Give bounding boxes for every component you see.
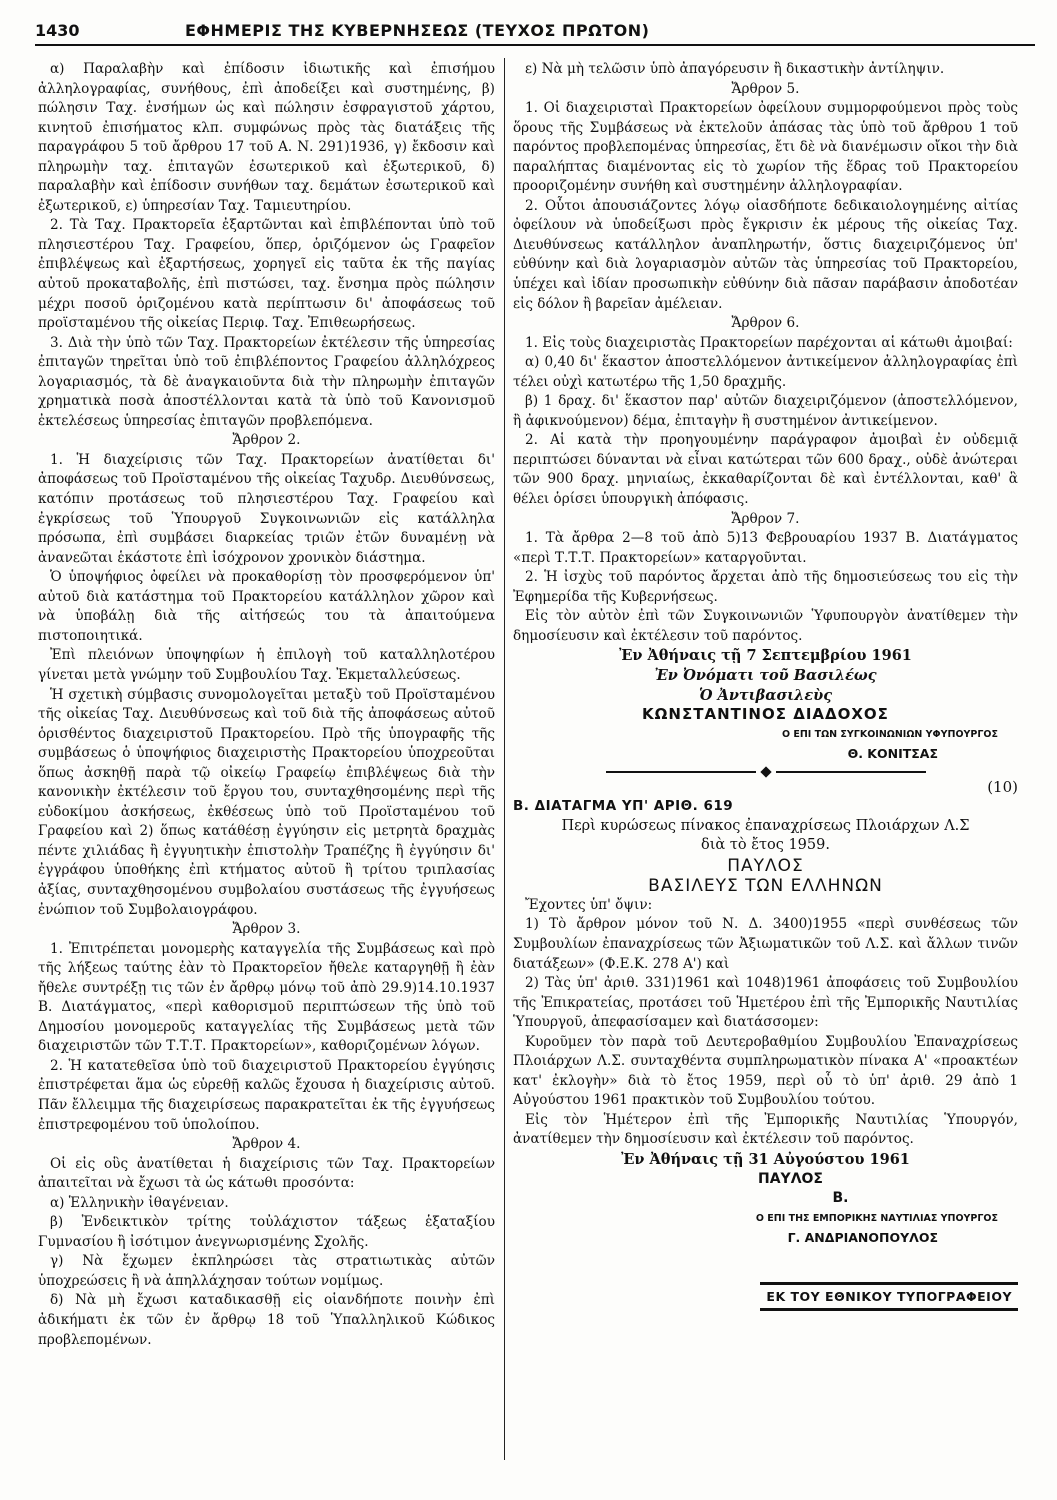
list-item: β) Ἐνδεικτικὸν τρίτης τοὐλάχιστον τάξεως ἑξαταξίου Γυμνασίου ἢ ἰσότιμον ἀνεγνωρισμένης Σχολῆς. xyxy=(38,1214,495,1250)
right-column xyxy=(513,60,1018,1311)
paragraph: 1. Ἐπιτρέπεται μονομερὴς καταγγελία τῆς Συμβάσεως καὶ πρὸ τῆς λήξεως ταύτης ἐὰν τὸ Πρακτορεῖον ἤθελε καταργηθῇ ἢ ἐὰν ἤθελε συντρέξῃ τις τῶν ἐν ἄρθρῳ μόνῳ τοῦ ἀπὸ 29.9)14.10.1937 Β. Διατάγματος, «περὶ καθορισμοῦ περιπτώσεων τῆς ὑπὸ τοῦ Δημοσίου μονομεροῦς καταγγελίας τῆς Συμβάσεως μετὰ τῶν διαχειριστῶν τῶν Τ.Τ.Τ. Πρακτορείων», καθοριζομένων λόγων. xyxy=(38,940,495,1055)
minister-name: Θ. ΚΟΝΙΤΣΑΣ xyxy=(847,746,938,762)
paragraph: 2. Ἡ κατατεθεῖσα ὑπὸ τοῦ διαχειριστοῦ Πρακτορείου ἐγγύησις ἐπιστρέφεται ἅμα ὡς εὑρεθῇ καλῶς ἔχουσα ἡ διαχείρισις αὐτοῦ. Πᾶν ἔλλειμμα τῆς διαχειρίσεως παρακρατεῖται ἐκ τῆς ἐγγυήσεως ἐπιστρεφομένου τοῦ ὑπολοίπου. xyxy=(38,1057,495,1133)
paragraph: Ἐπὶ πλειόνων ὑποψηφίων ἡ ἐπιλογὴ τοῦ καταλληλοτέρου γίνεται μετὰ γνώμην τοῦ Συμβουλίου Ταχ. Ἐκμεταλλεύσεως. xyxy=(38,647,495,683)
decree-subject-year: διὰ τὸ ἔτος 1959. xyxy=(701,837,830,854)
article-heading: Ἄρθρον 2. xyxy=(232,432,301,449)
article-heading: Ἄρθρον 4. xyxy=(232,1136,301,1153)
list-item: β) 1 δραχ. δι' ἕκαστον παρ' αὐτῶν διαχειριζόμενον (ἀποστελλόμενον, ἢ ἀφικνούμενον) δέμα, ἐπιταγὴν ἢ συστημένον ἀντικείμενον. xyxy=(513,393,1018,429)
list-item: α) Ἑλληνικὴν ἰθαγένειαν. xyxy=(50,1194,229,1211)
signature-date: Ἐν Ἀθήναις τῇ 7 Σεπτεμβρίου 1961 xyxy=(619,647,912,665)
paragraph: 1. Οἱ διαχειρισταὶ Πρακτορείων ὀφείλουν συμμορφούμενοι πρὸς τοὺς ὅρους τῆς Συμβάσεως νὰ ἐκτελοῦν ἁπάσας τὰς ὑπὸ τοῦ ἄρθρου 1 τοῦ παρόντος προβλεπομένας ὑπηρεσίας, ἔτι δὲ νὰ διανέμωσιν οἴκοι τὴν διὰ παραλήπτας διαμένοντας εἰς τὸ χωρίον τῆς ἕδρας τοῦ Πρακτορείου προοριζομένην συνήθη καὶ συστημένην ἀλληλογραφίαν. xyxy=(513,100,1018,195)
paragraph: Οἱ εἰς οὓς ἀνατίθεται ἡ διαχείρισις τῶν Ταχ. Πρακτορείων ἀπαιτεῖται νὰ ἔχωσι τὰ ὡς κάτωθι προσόντα: xyxy=(38,1155,495,1192)
minister-title: Ο ΕΠΙ ΤΗΣ ΕΜΠΟΡΙΚΗΣ ΝΑΥΤΙΛΙΑΣ ΥΠΟΥΡΓΟΣ xyxy=(755,1212,998,1224)
printer-label: ΕΚ ΤΟΥ ΕΘΝΙΚΟΥ ΤΥΠΟΓΡΑΦΕΙΟΥ xyxy=(760,1282,1018,1312)
regent-name: ΚΩΝΣΤΑΝΤΙΝΟΣ ΔΙΑΔΟΧΟΣ xyxy=(642,705,889,724)
paragraph: 2. Τὰ Ταχ. Πρακτορεῖα ἐξαρτῶνται καὶ ἐπιβλέπονται ὑπὸ τοῦ πλησιεστέρου Ταχ. Γραφείου, ὅπερ, ὁριζόμενον ὡς Γραφεῖον ἐπιβλέψεως καὶ ἐξαρτήσεως, χορηγεῖ εἰς ταῦτα ἐκ τῆς παγίας αὐτοῦ προκαταβολῆς, ἐπὶ πιστώσει, ταχ. ἔνσημα πρὸς πώλησιν μέχρι ποσοῦ ὁριζομένου κατὰ περίπτωσιν δι' ἀποφάσεως τοῦ προϊσταμένου τῆς οἰκείας Περιφ. Ταχ. Ἐπιθεωρήσεως. xyxy=(38,217,495,332)
page-number: 1430 xyxy=(35,21,80,40)
paragraph: Εἰς τὸν Ἡμέτερον ἐπὶ τῆς Ἐμπορικῆς Ναυτιλίας Ὑπουργόν, ἀνατίθεμεν τὴν δημοσίευσιν καὶ ἐκτέλεσιν τοῦ παρόντος. xyxy=(513,1111,1018,1148)
decree-number: Β. ΔΙΑΤΑΓΜΑ ΥΠ' ΑΡΙΘ. 619 xyxy=(513,798,734,815)
king-title: ΒΑΣΙΛΕΥΣ ΤΩΝ ΕΛΛΗΝΩΝ xyxy=(648,875,883,896)
gazette-title: ΕΦΗΜΕΡΙΣ ΤΗΣ ΚΥΒΕΡΝΗΣΕΩΣ (ΤΕΥΧΟΣ ΠΡΩΤΟΝ) xyxy=(185,21,650,40)
paragraph: 2. Αἱ κατὰ τὴν προηγουμένην παράγραφον ἀμοιβαὶ ἐν οὐδεμιᾷ περιπτώσει δύνανται νὰ εἶναι κατώτεραι τῶν 600 δραχ., οὐδὲ ἀνώτεραι τῶν 900 δραχ. μηνιαίως, ἐκκαθαρίζονται δὲ καὶ ἐντέλλονται, καθ' ἃ θέλει ὁρίσει ὑπουργικὴ ἀπόφασις. xyxy=(513,432,1018,508)
king-signature: ΠΑΥΛΟΣ xyxy=(758,1170,823,1187)
list-item: α) 0,40 δι' ἕκαστον ἀποστελλόμενον ἀντικείμενον ἀλληλογραφίας ἐπὶ τέλει οὐχὶ κατωτέρω τῆς 1,50 δραχμῆς. xyxy=(513,354,1018,390)
paragraph: 3. Διὰ τὴν ὑπὸ τῶν Ταχ. Πρακτορείων ἐκτέλεσιν τῆς ὑπηρεσίας ἐπιταγῶν τηρεῖται ὑπὸ τοῦ ἐπιβλέποντος Γραφείου ἀλληλόχρεος λογαριασμός, τὰ δὲ ἀναγκαιοῦντα διὰ τὴν πληρωμὴν ἐπιταγῶν χρηματικὰ ποσὰ ἀποστέλλονται κατὰ τὰ ὑπὸ τοῦ Κανονισμοῦ ἐκτελέσεως ὑπηρεσίας ἐπιταγῶν προβλεπόμενα. xyxy=(38,334,495,429)
list-item: ε) Νὰ μὴ τελῶσιν ὑπὸ ἀπαγόρευσιν ἢ δικαστικὴν ἀντίληψιν. xyxy=(525,61,945,77)
page-header xyxy=(35,14,1035,46)
minister-title: Ο ΕΠΙ ΤΩΝ ΣΥΓΚΟΙΝΩΝΙΩΝ ΥΦΥΠΟΥΡΓΟΣ xyxy=(781,728,998,740)
list-item: 2) Τὰς ὑπ' ἀριθ. 331)1961 καὶ 1048)1961 ἀποφάσεις τοῦ Συμβουλίου τῆς Ἐπικρατείας, προτάσει τοῦ Ἡμετέρου ἐπὶ τῆς Ἐμπορικῆς Ναυτιλίας Ὑπουργοῦ, ἀπεφασίσαμεν καὶ διατάσσομεν: xyxy=(513,975,1018,1031)
printer-imprint xyxy=(513,1282,1018,1312)
divider-line xyxy=(776,771,926,773)
paragraph: 1. Ἡ διαχείρισις τῶν Ταχ. Πρακτορείων ἀνατίθεται δι' ἀποφάσεως τοῦ Προϊσταμένου τῆς οἰκείας Ταχυδρ. Διευθύνσεως, κατόπιν προτάσεως τοῦ πλησιεστέρου Ταχ. Γραφείου καὶ ἐγκρίσεως τοῦ Ὑπουργοῦ Συγκοινωνιῶν εἰς κατάλληλα πρόσωπα, ἐπὶ συμβάσει διαρκείας τριῶν ἐτῶν δυναμένῃ νὰ ἀνανεῶται ἑκάστοτε ἐπὶ ἰσόχρονον χρονικὸν διάστημα. xyxy=(38,451,495,566)
paragraph: 2. Ἡ ἰσχὺς τοῦ παρόντος ἄρχεται ἀπὸ τῆς δημοσιεύσεως του εἰς τὴν Ἐφημερίδα τῆς Κυβερνήσεως. xyxy=(513,569,1018,605)
paragraph: 1. Τὰ ἄρθρα 2—8 τοῦ ἀπὸ 5)13 Φεβρουαρίου 1937 Β. Διατάγματος «περὶ Τ.Τ.Τ. Πρακτορείων» καταργοῦνται. xyxy=(513,530,1018,566)
minister-name: Γ. ΑΝΔΡΙΑΝΟΠΟΥΛΟΣ xyxy=(787,1230,938,1246)
article-heading: Ἄρθρον 5. xyxy=(731,80,800,97)
king-signature-initial: Β. xyxy=(832,1190,849,1207)
article-heading: Ἄρθρον 7. xyxy=(731,510,800,527)
decree-subject: Περὶ κυρώσεως πίνακος ἐπαναχρίσεως Πλοιάρχων Λ.Σ xyxy=(561,817,970,834)
paragraph: 2. Οὗτοι ἀπουσιάζοντες λόγῳ οἱασδήποτε δεδικαιολογημένης αἰτίας ὀφείλουν νὰ ὑποδείξωσι πρὸς ἔγκρισιν ἐκ μέρους τῆς οἰκείας Ταχ. Διευθύνσεως κατάλληλον ἀναπληρωτήν, ὅστις διαχειριζόμενος ὑπ' εὐθύνην καὶ διὰ λογαριασμὸν αὐτῶν τὰς ὑπηρεσίας τοῦ Πρακτορείου, ὑπέχει καὶ ἰδίαν προσωπικὴν εὐθύνην διὰ πᾶσαν παράβασιν ἀποδοτέαν εἰς δόλον ἢ βαρεῖαν ἀμέλειαν. xyxy=(513,197,1018,312)
list-item: 1) Τὸ ἄρθρον μόνον τοῦ Ν. Δ. 3400)1955 «περὶ συνθέσεως τῶν Συμβουλίων ἐπαναχρίσεως τῶν Ἀξιωματικῶν τοῦ Λ.Σ. καὶ ἄλλων τινῶν διατάξεων» (Φ.Ε.Κ. 278 Α') καὶ xyxy=(513,916,1018,972)
list-item: δ) Νὰ μὴ ἔχωσι καταδικασθῇ εἰς οἱανδήποτε ποινὴν ἐπὶ ἀδικήματι ἐκ τῶν ἐν ἄρθρῳ 18 τοῦ Ὑπαλληλικοῦ Κώδικος προβλεπομένων. xyxy=(38,1292,495,1348)
left-column xyxy=(38,60,495,1350)
list-item: γ) Νὰ ἔχωμεν ἐκπληρώσει τὰς στρατιωτικὰς αὐτῶν ὑποχρεώσεις ἢ νὰ ἀπηλλάχησαν τούτων νομίμως. xyxy=(38,1253,495,1289)
diamond-icon xyxy=(760,766,771,777)
decree-serial: (10) xyxy=(987,777,1018,796)
article-heading: Ἄρθρον 3. xyxy=(232,921,301,938)
column-divider xyxy=(504,58,505,1460)
king-name: ΠΑΥΛΟΣ xyxy=(727,855,804,876)
signature-date: Ἐν Ἀθήναις τῇ 31 Αὐγούστου 1961 xyxy=(621,1150,910,1168)
paragraph: Ἡ σχετικὴ σύμβασις συνομολογεῖται μεταξὺ τοῦ Προϊσταμένου τῆς οἰκείας Ταχ. Διευθύνσεως καὶ τοῦ διὰ τῆς ἀποφάσεως αὐτοῦ ὁρισθέντος διαχειριστοῦ Πρακτορείου. Πρὸ τῆς ὑπογραφῆς τῆς συμβάσεως ὁ ὑποψήφιος διαχειριστὴς Πρακτορείου ὑποχρεοῦται ὅπως ἀσκηθῇ παρὰ τῷ οἰκείῳ Γραφείῳ ἐπιβλέψεως διὰ τὴν κανονικὴν ἐκτέλεσιν τοῦ ἔργου του, συνταχθησομένης περὶ τῆς εὐδοκίμου ἀσκήσεως, ἐκθέσεως ὑπὸ τοῦ Προϊσταμένου τοῦ Γραφείου καὶ 2) ὅπως κατάθέσῃ ἐγγύησιν εἰς μετρητὰ δραχμὰς πέντε χιλιάδας ἢ ἐγγυητικὴν ἐπιστολὴν Τραπέζης ἢ ἐγγύησιν δι' ἐγγράφου ὑποθήκης ἐπὶ κτήματος αὐτοῦ ἢ τρίτου τριπλασίας ἀξίας, συνταχθησομένου συμβολαίου συστάσεως τῆς ἐγγυήσεως ἐνώπιον τοῦ Συμβολαιογράφου. xyxy=(38,686,495,918)
paragraph: α) Παραλαβὴν καὶ ἐπίδοσιν ἰδιωτικῆς καὶ ἐπισήμου ἀλληλογραφίας, συνήθους, ἐπὶ ἀποδείξει καὶ συστημένης, β) πώλησιν Ταχ. ἐνσήμων ὡς καὶ πώλησιν ἐσφραγιστοῦ χάρτου, κινητοῦ ἐπισήματος κλπ. συμφώνως πρὸς τὰς διατάξεις τῆς παραγράφου 5 τοῦ ἄρθρου 17 τοῦ Α. Ν. 291)1936, γ) ἔκδοσιν καὶ πληρωμὴν ταχ. ἐπιταγῶν ἐσωτερικοῦ καὶ ἐξωτερικοῦ, δ) παραλαβὴν καὶ ἐπίδοσιν συνήθων ταχ. δεμάτων ἐσωτερικοῦ καὶ ἐξωτερικοῦ, ε) ὑπηρεσίαν Ταχ. Ταμιευτηρίου. xyxy=(38,61,495,214)
paragraph: Κυροῦμεν τὸν παρὰ τοῦ Δευτεροβαθμίου Συμβουλίου Ἐπαναχρίσεως Πλοιάρχων Λ.Σ. συνταχθέντα συμπληρωματικὸν πίνακα Α' «προακτέων κατ' ἐκλογὴν» διὰ τὸ ἔτος 1959, περὶ οὗ τὸ ὑπ' ἀριθ. 29 ἀπὸ 1 Αὐγούστου 1961 πρακτικὸν τοῦ Συμβουλίου τούτου. xyxy=(513,1033,1018,1109)
paragraph: Ὁ ὑποψήφιος ὀφείλει νὰ προκαθορίσῃ τὸν προσφερόμενον ὑπ' αὐτοῦ διὰ κατάστημα τοῦ Πρακτορείου κατάλληλον χῶρον καὶ νὰ ὑποβάλῃ διὰ τῆς αἰτήσεώς του τὰ ἀπαιτούμενα πιστοποιητικά. xyxy=(38,569,495,644)
section-divider xyxy=(513,768,1018,776)
article-heading: Ἄρθρον 6. xyxy=(731,315,800,332)
divider-line xyxy=(606,771,756,773)
preamble: Ἔχοντες ὑπ' ὄψιν: xyxy=(525,896,653,913)
paragraph: 1. Εἰς τοὺς διαχειριστὰς Πρακτορείων παρέχονται αἱ κάτωθι ἀμοιβαί: xyxy=(525,334,1013,351)
in-name-of-king: Ἐν Ὀνόματι τοῦ Βασιλέως xyxy=(654,666,877,684)
paragraph: Εἰς τὸν αὐτὸν ἐπὶ τῶν Συγκοινωνιῶν Ὑφυπουργὸν ἀνατίθεμεν τὴν δημοσίευσιν καὶ ἐκτέλεσιν τοῦ παρόντος. xyxy=(513,608,1018,644)
regent-title: Ὁ Ἀντιβασιλεὺς xyxy=(698,686,833,704)
